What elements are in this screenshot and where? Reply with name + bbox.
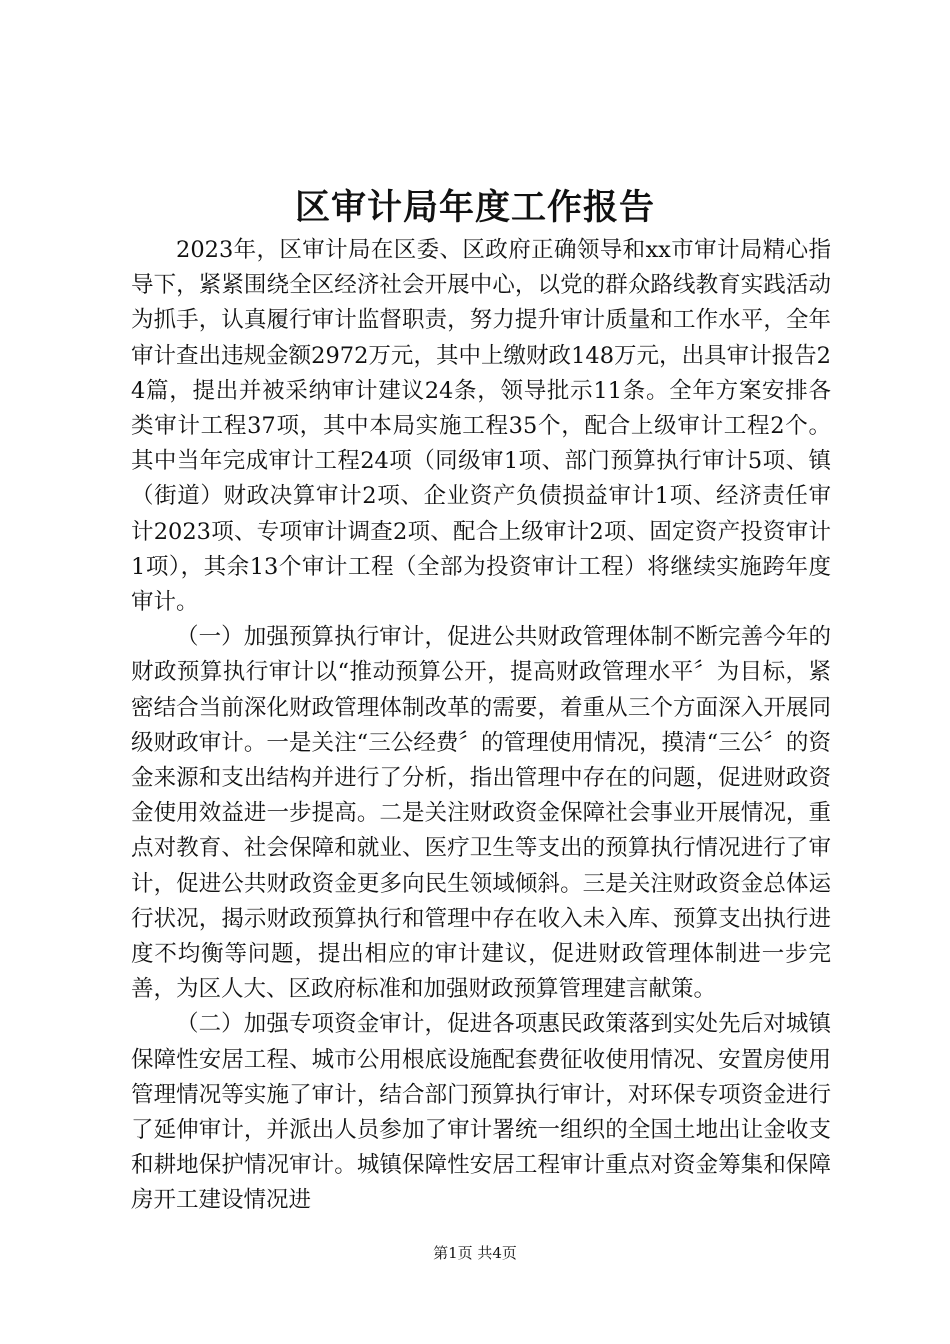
paragraph-intro: 2023年，区审计局在区委、区政府正确领导和xx市审计局精心指导下，紧紧围绕全区经济社会开展中心，以党的群众路线教育实践活动为抓手，认真履行审计监督职责，努力提升审计质量和工作水平，全年审计查出违规金额2972万元，其中上缴财政148万元，出具审计报告24篇，提出并被采纳审计建议24条，领导批示11条。全年方案安排各类审计工程37项，其中本局实施工程35个，配合上级审计工程2个。其中当年完成审计工程24项（同级审1项、部门预算执行审计5项、镇（街道）财政决算审计2项、企业资产负债损益审计1项、经济责任审计2023项、专项审计调查2项、配合上级审计2项、固定资产投资审计1项），其余13个审计工程（全部为投资审计工程）将继续实施跨年度审计。 [131,237,831,616]
page-footer: 第1页 共4页 [433,1244,517,1262]
paragraph-special-funds-audit: （二）加强专项资金审计，促进各项惠民政策落到实处先后对城镇保障性安居工程、城市公用根底设施配套费征收使用情况、安置房使用管理情况等实施了审计，结合部门预算执行审计，对环保专项资金进行了延伸审计，并派出人员参加了审计署统一组织的全国土地出让金收支和耕地保护情况审计。城镇保障性安居工程审计重点对资金筹集和保障房开工建设情况进 [131,1011,831,1214]
document-title: 区审计局年度工作报告 [294,187,655,228]
document-body [131,233,831,1219]
paragraph-budget-audit: （一）加强预算执行审计，促进公共财政管理体制不断完善今年的财政预算执行审计以“推动预算公开，提高财政管理水平〞为目标，紧密结合当前深化财政管理体制改革的需要，着重从三个方面深入开展同级财政审计。一是关注“三公经费〞的管理使用情况，摸清“三公〞的资金来源和支出结构并进行了分析，指出管理中存在的问题，促进财政资金使用效益进一步提高。二是关注财政资金保障社会事业开展情况，重点对教育、社会保障和就业、医疗卫生等支出的预算执行情况进行了审计，促进公共财政资金更多向民生领域倾斜。三是关注财政资金总体运行状况，揭示财政预算执行和管理中存在收入未入库、预算支出执行进度不均衡等问题，提出相应的审计建议，促进财政管理体制进一步完善，为区人大、区政府标准和加强财政预算管理建言献策。 [131,624,831,1003]
